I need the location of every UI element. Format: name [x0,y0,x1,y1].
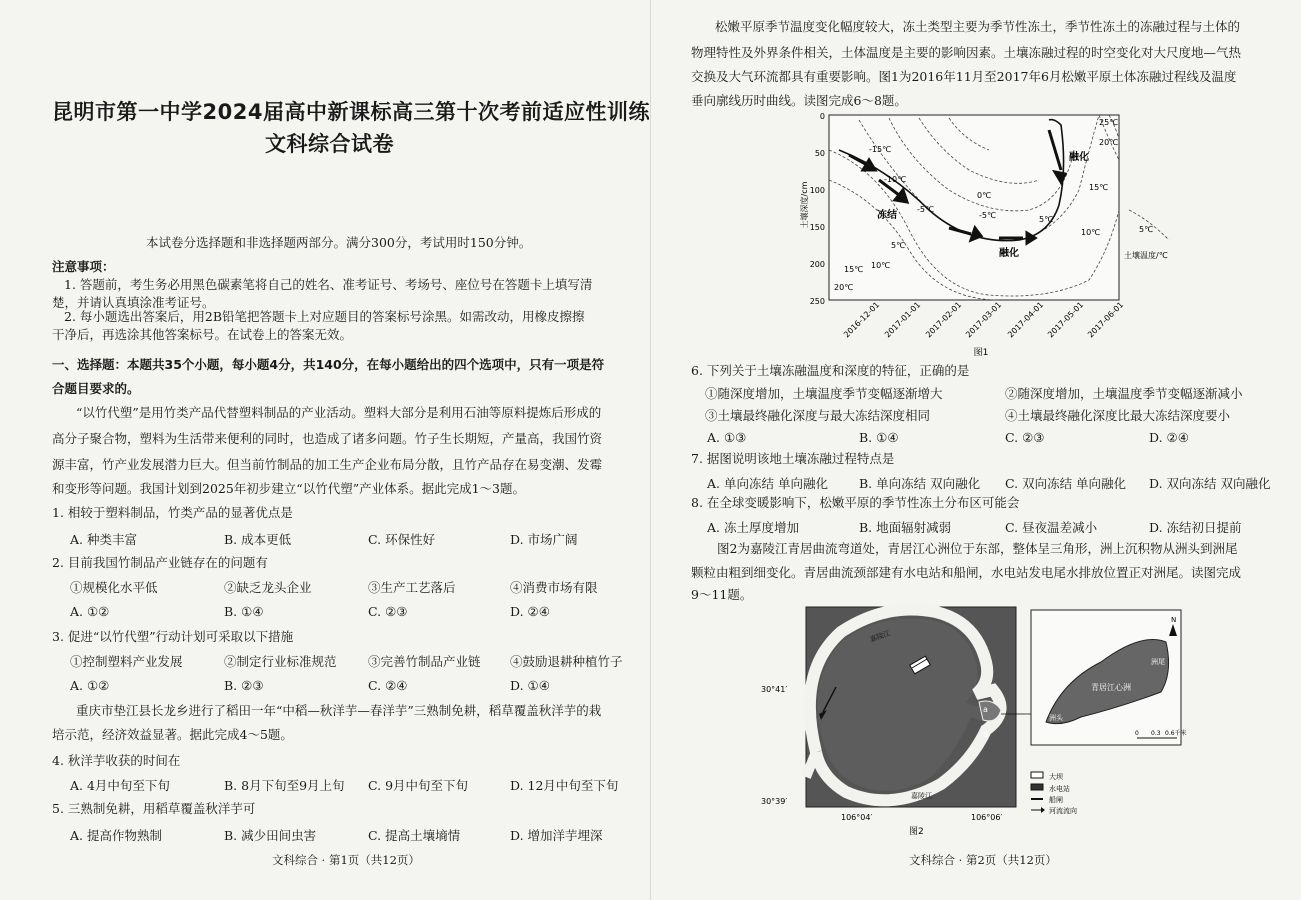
q4-option-d: D. 12月中旬至下旬 [510,778,619,793]
legend-soil-temperature: 土壤温度/℃ [1124,251,1168,260]
x-tick: 2017-01-01 [883,300,923,340]
question-5: 5. 三熟制免耕，用稻草覆盖秋洋芋可 [52,801,256,816]
contour-label: -5℃ [917,205,934,214]
q6-item: ①随深度增加，土壤温度季节变幅逐渐增大 [705,386,943,401]
q2-item: ④消费市场有限 [510,580,598,595]
contour-label: 10℃ [1081,228,1101,237]
contour-label: 10℃ [871,261,891,270]
x-axis-ticks [842,300,1125,339]
legend-dam-icon [1031,772,1043,778]
section-1-heading-b: 合题目要求的。 [52,381,140,396]
q6-option-c: C. ②③ [1005,430,1045,445]
q3-item: ④鼓励退耕种植竹子 [510,654,623,669]
north-label: N [1171,616,1177,624]
contour-label: 0℃ [977,191,992,200]
contour-label: 25℃ [1099,118,1119,127]
figure-1-freeze-thaw-chart [799,110,1204,360]
passage-3-line: 交换及大气环流都具有重要影响。图1为2016年11月至2017年6月松嫩平原土体冻融过程线及温度 [691,69,1237,84]
x-tick: 2017-06-01 [1086,300,1126,340]
passage-1-line: “以竹代塑”是用竹类产品代替塑料制品的产业活动。塑料大部分是利用石油等原料提炼后形成的 [76,405,602,420]
q6-option-b: B. ①④ [859,430,899,445]
island-tail: 洲尾 [1151,658,1165,666]
notice-2b: 干净后，再选涂其他答案标号。在试卷上的答案无效。 [52,327,353,342]
q4-option-c: C. 9月中旬至下旬 [368,778,469,793]
label-freeze: 冻结 [877,210,897,221]
contour-label: 5℃ [1139,225,1154,234]
label-thaw-top: 融化 [1069,152,1089,163]
y-tick: 0 [819,112,825,121]
q6-option-d: D. ②④ [1149,430,1189,445]
notice-heading: 注意事项： [52,259,115,274]
q8-option-c: C. 昼夜温差减小 [1005,520,1098,535]
q6-item: ③土壤最终融化深度与最大冻结深度相同 [705,408,931,423]
legend-dam: 大坝 [1049,773,1063,781]
y-tick: 200 [809,260,825,269]
point-b-label: b [983,730,989,739]
question-6: 6. 下列关于土壤冻融温度和深度的特征，正确的是 [691,363,970,378]
notice-1b: 楚，并请认真填涂准考证号。 [52,295,215,310]
scale-label: 0 [1135,730,1139,737]
q2-option-c: C. ②③ [368,604,408,619]
question-4: 4. 秋洋芋收获的时间在 [52,753,181,768]
passage-3-line: 物理特性及外界条件相关，土体温度是主要的影响因素。土壤冻融过程的时空变化对大尺度地—气热 [691,45,1242,60]
passage-3-line: 垂向廓线历时曲线。读图完成6～8题。 [691,93,907,108]
contour-label: -10℃ [884,175,907,184]
passage-2-line: 重庆市垫江县长龙乡进行了稻田一年“中稻—秋洋芋—春洋芋”三熟制免耕，稻草覆盖秋洋芋的栽 [76,703,602,718]
x-tick: 2017-04-01 [1006,300,1046,340]
y-axis-label: 土壤深度/cm [800,181,809,229]
q6-item: ④土壤最终融化深度比最大冻结深度要小 [1005,408,1231,423]
legend-power-station: 水电站 [1049,785,1070,793]
q8-option-a: A. 冻土厚度增加 [707,520,799,535]
label-thaw-bottom: 融化 [999,248,1019,259]
q7-option-a: A. 单向冻结 单向融化 [707,476,828,491]
q6-item: ②随深度增加，土壤温度季节变幅逐渐减小 [1005,386,1243,401]
y-tick: 50 [814,149,825,158]
page-1 [0,0,650,900]
q5-option-d: D. 增加洋芋埋深 [510,828,603,843]
q3-item: ③完善竹制品产业链 [368,654,481,669]
contour-label: -15℃ [869,145,892,154]
exam-intro: 本试卷分选择题和非选择题两部分。满分300分，考试用时150分钟。 [146,235,532,250]
contour-label: 5℃ [891,241,906,250]
question-8: 8. 在全球变暖影响下，松嫩平原的季节性冻土分布区可能会 [691,495,1020,510]
q7-option-c: C. 双向冻结 单向融化 [1005,476,1127,491]
y-tick: 250 [809,297,825,306]
q4-option-a: A. 4月中旬至下旬 [70,778,170,793]
q5-option-a: A. 提高作物熟制 [70,828,162,843]
longitude-left: 106°04′ [841,813,873,822]
exam-subtitle: 文科综合试卷 [265,132,394,156]
q2-item: ①规模化水平低 [70,580,158,595]
q1-option-a: A. 种类丰富 [70,532,137,547]
q3-option-c: C. ②④ [368,678,408,693]
scale-label: 0.3 [1151,730,1161,737]
passage-2-line: 培示范，经济效益显著。据此完成4～5题。 [52,727,293,742]
exam-title: 昆明市第一中学2024届高中新课标高三第十次考前适应性训练 [52,100,650,124]
contour-label: -5℃ [979,211,996,220]
page-2 [651,0,1301,900]
q7-option-b: B. 单向冻结 双向融化 [859,476,981,491]
q3-item: ①控制塑料产业发展 [70,654,183,669]
q2-option-b: B. ①④ [224,604,264,619]
notice-2a: 2. 每小题选出答案后，用2B铅笔把答题卡上对应题目的答案标号涂黑。如需改动，用橡皮擦擦 [64,309,585,324]
q2-item: ②缺乏龙头企业 [224,580,312,595]
legend-power-station-icon [1031,784,1043,790]
legend-flow-arrowhead [1041,807,1045,813]
q3-item: ②制定行业标准规范 [224,654,337,669]
q3-option-b: B. ②③ [224,678,264,693]
y-tick: 150 [809,223,825,232]
contour-label: 15℃ [1089,183,1109,192]
passage-1-line: 源丰富，竹产业发展潜力巨大。但当前竹制品的加工生产企业布局分散，且竹产品存在易变潮、发霉 [52,457,603,472]
q3-option-a: A. ①② [70,678,110,693]
river-label-bottom: 嘉陵江 [911,792,932,800]
page-footer: 文科综合 · 第1页（共12页） [272,853,420,867]
question-3: 3. 促进“以竹代塑”行动计划可采取以下措施 [52,629,294,644]
passage-4-line: 颗粒由粗到细变化。青居曲流颈部建有水电站和船闸，水电站发电尾水排放位置正对洲尾。读图完成 [691,565,1242,580]
latitude-top: 30°41′ [761,685,788,694]
x-tick: 2017-02-01 [924,300,964,340]
legend-ship-lock: 船闸 [1049,796,1063,804]
passage-1-line: 高分子聚合物，塑料为生活带来便利的同时，也造成了诸多问题。竹子生长期短，产量高，我国竹资 [52,431,603,446]
contour-label: 5℃ [1039,215,1054,224]
legend-flow: 河流流向 [1049,807,1077,815]
river-label-top: 嘉陵江 [868,629,892,644]
contour-label: 15℃ [844,265,864,274]
q8-option-d: D. 冻结初日提前 [1149,520,1242,535]
figure-2-caption: 图2 [909,827,924,837]
q2-item: ③生产工艺落后 [368,580,456,595]
q1-option-d: D. 市场广阔 [510,532,578,547]
q5-option-b: B. 减少田间虫害 [224,828,317,843]
figure-2-river-map [761,602,1251,842]
point-a-label: a [983,705,988,714]
passage-1-line: 和变形等问题。我国计划到2025年初步建立“以竹代塑”产业体系。据此完成1～3题。 [52,481,525,496]
q2-option-a: A. ①② [70,604,110,619]
figure-1-caption: 图1 [973,348,989,358]
longitude-right: 106°06′ [971,813,1003,822]
q1-option-b: B. 成本更低 [224,532,292,547]
question-1: 1. 相较于塑料制品，竹类产品的显著优点是 [52,505,293,520]
island-head: 洲头 [1049,714,1063,722]
y-tick: 100 [809,186,825,195]
page-footer: 文科综合 · 第2页（共12页） [909,853,1057,867]
q7-option-d: D. 双向冻结 双向融化 [1149,476,1271,491]
passage-4-line: 图2为嘉陵江青居曲流弯道处，青居江心洲位于东部，整体呈三角形，洲上沉积物从洲头到洲尾 [717,541,1238,556]
q2-option-d: D. ②④ [510,604,550,619]
q3-option-d: D. ①④ [510,678,550,693]
scale-label: 0.6千米 [1165,730,1187,737]
latitude-bottom: 30°39′ [761,797,788,806]
x-tick: 2017-03-01 [964,300,1004,340]
question-7: 7. 据图说明该地土壤冻融过程特点是 [691,451,895,466]
contour-label: 20℃ [834,283,854,292]
passage-3-line: 松嫩平原季节温度变化幅度较大，冻土类型主要为季节性冻土，季节性冻土的冻融过程与土体的 [715,19,1241,34]
q6-option-a: A. ①③ [707,430,747,445]
x-tick: 2017-05-01 [1046,300,1086,340]
passage-4-line: 9～11题。 [691,587,753,602]
section-1-heading-a: 一、选择题：本题共35个小题，每小题4分，共140分，在每小题给出的四个选项中，只有一项是符 [52,357,605,372]
island-name: 青居江心洲 [1091,683,1131,692]
notice-1a: 1. 答题前，考生务必用黑色碳素笔将自己的姓名、准考证号、考场号、座位号在答题卡上填写清 [64,277,593,292]
q4-option-b: B. 8月下旬至9月上旬 [224,778,345,793]
q8-option-b: B. 地面辐射减弱 [859,520,952,535]
question-2: 2. 目前我国竹制品产业链存在的问题有 [52,555,268,570]
contour-label: 20℃ [1099,138,1119,147]
x-tick: 2016-12-01 [842,300,882,340]
q5-option-c: C. 提高土壤墒情 [368,828,461,843]
q1-option-c: C. 环保性好 [368,532,436,547]
